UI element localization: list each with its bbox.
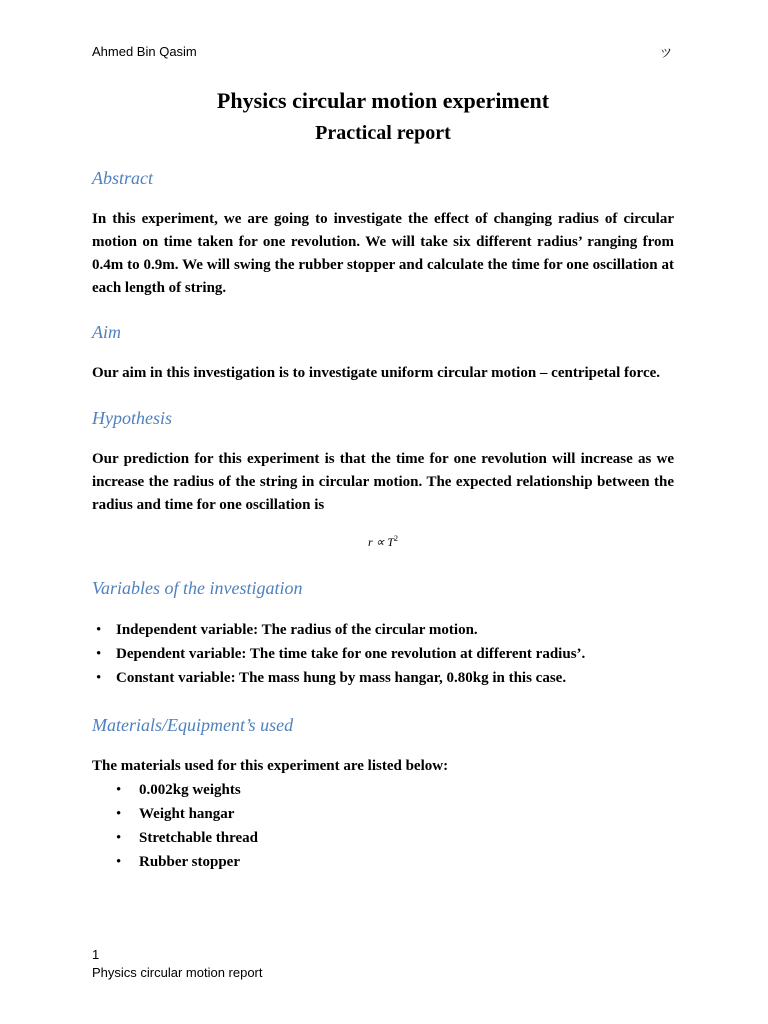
list-item: • Stretchable thread: [92, 826, 674, 850]
abstract-heading: Abstract: [92, 168, 153, 188]
abstract-text: In this experiment, we are going to investigate the effect of changing radius of circular motion on time taken for one revolution. We will take six different radius’ ranging from 0.4m to 0.9m. We will swing the rubber stopper and calculate the time for one oscillation at each length of string.: [92, 211, 674, 296]
list-item: • 0.002kg weights: [92, 778, 674, 802]
materials-list: [92, 778, 674, 874]
page-header: [92, 44, 672, 64]
aim-heading: Aim: [92, 322, 121, 342]
materials-heading: Materials/Equipment’s used: [92, 715, 294, 735]
list-item: • Dependent variable: The time take for one revolution at different radius’.: [92, 642, 674, 666]
page-footer: [92, 946, 263, 982]
aim-text: Our aim in this investigation is to investigate uniform circular motion – centripetal force.: [92, 365, 661, 381]
variables-heading: Variables of the investigation: [92, 578, 303, 598]
list-item: • Weight hangar: [92, 802, 674, 826]
hypothesis-text: Our prediction for this experiment is that the time for one revolution will increase as we increase the radius of the string in circular motion. The expected relationship between the radius and time for one oscillation is: [92, 451, 674, 513]
hypothesis-formula: [92, 529, 674, 552]
variables-list: [92, 618, 674, 690]
list-item: • Constant variable: The mass hung by mass hangar, 0.80kg in this case.: [92, 666, 674, 690]
document-subtitle: Practical report: [315, 122, 451, 144]
list-item: • Rubber stopper: [92, 850, 674, 874]
header-mark-icon: ツ: [659, 46, 672, 60]
list-item: • Independent variable: The radius of the circular motion.: [92, 618, 674, 642]
formula-base: r ∝ T: [368, 535, 394, 549]
document-title: Physics circular motion experiment: [216, 88, 550, 113]
hypothesis-heading: Hypothesis: [92, 408, 172, 428]
document-body: [92, 86, 674, 874]
formula-exponent: 2: [393, 534, 398, 543]
page-number: 1: [92, 947, 100, 962]
header-author: Ahmed Bin Qasim: [92, 44, 197, 59]
footer-text: Physics circular motion report: [92, 965, 263, 980]
materials-intro: The materials used for this experiment are listed below:: [92, 758, 449, 774]
